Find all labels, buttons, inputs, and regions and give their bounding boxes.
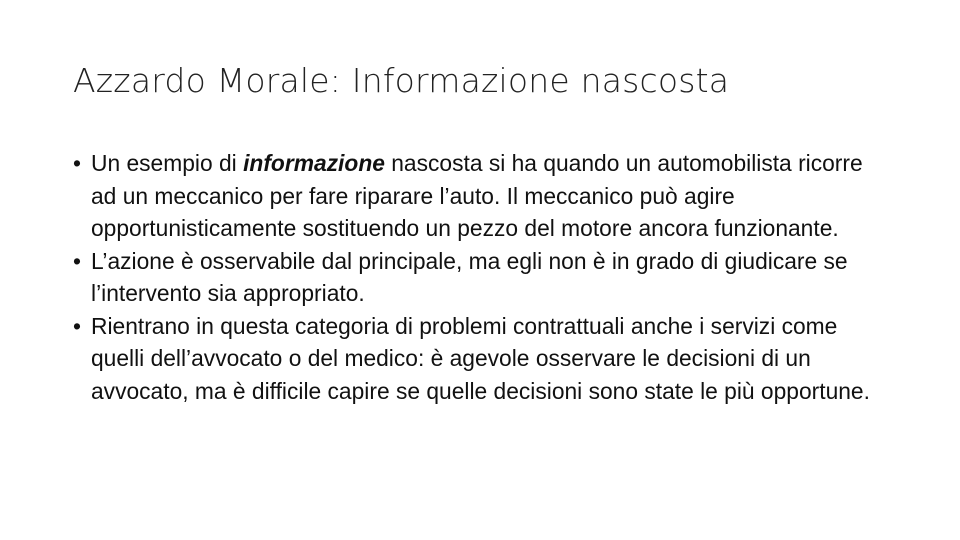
bullet-item-2 [73,245,893,310]
bullet-marker: • [73,150,81,176]
bullet-text-3: Rientrano in questa categoria di problemi contrattuali anche i servizi come quelli dell’avvocato o del medico: è agevole osservare le decisioni di un avvocato, ma è difficile capire se quelle decisioni sono state le più opportune. [91,312,870,404]
bullet-list [73,147,893,407]
bullet-marker: • [73,312,81,339]
slide-title: Azzardo Morale: Informazione nascosta [73,61,730,100]
bullet-text-1-after: nascosta si ha quando un automobilista ricorre ad un meccanico per fare riparare l’auto. Il meccanico può agire opportunisticamente sostituendo un pezzo del motore ancora funzionante. [91,150,863,241]
bullet-text-2: L’azione è osservabile dal principale, ma egli non è in grado di giudicare se l’intervento sia appropriato. [91,247,848,306]
bullet-text-1-emphasis: informazione [243,150,385,176]
bullet-item-3 [73,310,893,408]
bullet-item-1 [73,147,893,245]
bullet-marker: • [73,247,81,274]
bullet-text-1-before: Un esempio di [91,150,244,176]
